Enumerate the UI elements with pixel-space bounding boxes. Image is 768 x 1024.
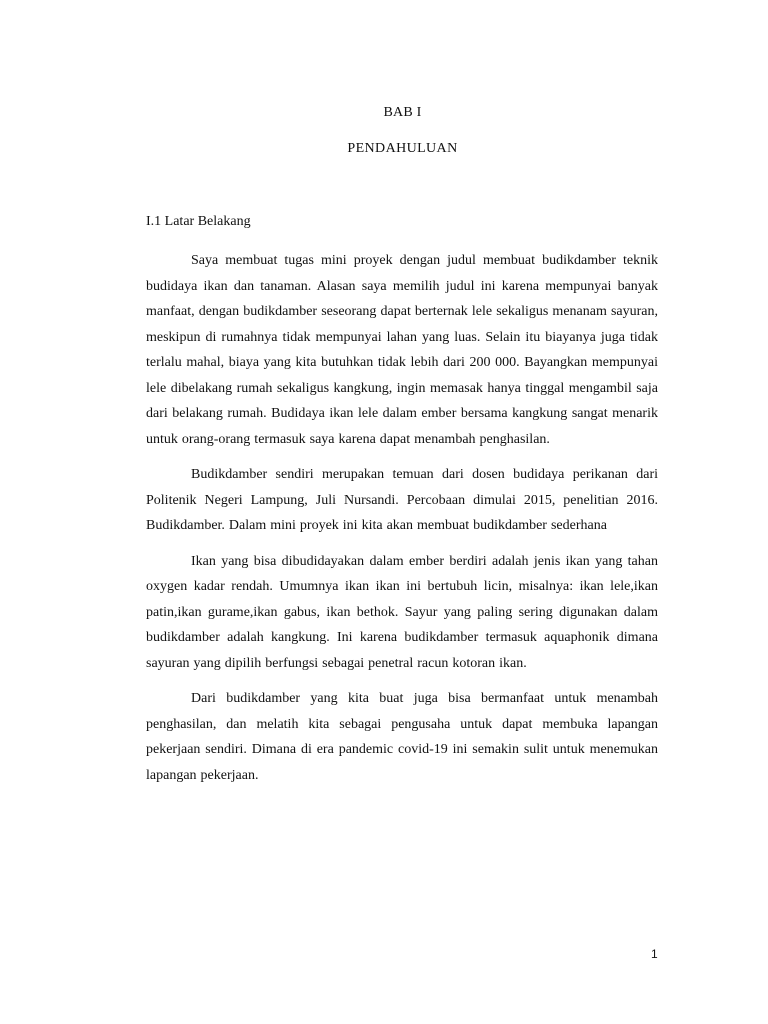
paragraph: Budikdamber sendiri merupakan temuan dari dosen budidaya perikanan dari Politenik Negeri Lampung, Juli Nursandi. Percobaan dimulai 2015, penelitian 2016. Budikdamber. Dalam mini proyek ini kita akan membuat budikdamber sederhana xyxy=(146,467,658,533)
paragraph: Ikan yang bisa dibudidayakan dalam ember berdiri adalah jenis ikan yang tahan oxygen kadar rendah. Umumnya ikan ikan ini bertubuh licin, misalnya: ikan lele,ikan patin,ikan gurame,ikan gabus, ikan bethok. Sayur yang paling sering digunakan dalam budikdamber adalah kangkung. Ini karena budikdamber termasuk aquaphonik dimana sayuran yang dipilih berfungsi sebagai penetral racun kotoran ikan. xyxy=(146,553,658,671)
chapter-title: PENDAHULUAN xyxy=(347,141,458,156)
paragraph: Dari budikdamber yang kita buat juga bisa bermanfaat untuk menambah penghasilan, dan melatih kita sebagai pengusaha untuk dapat membuka lapangan pekerjaan sendiri. Dimana di era pandemic covid-19 ini semakin sulit untuk menemukan lapangan pekerjaan. xyxy=(146,691,658,783)
body-text xyxy=(146,248,658,798)
page-number: 1 xyxy=(651,947,658,961)
section-heading: I.1 Latar Belakang xyxy=(146,214,251,229)
paragraph: Saya membuat tugas mini proyek dengan judul membuat budikdamber teknik budidaya ikan dan tanaman. Alasan saya memilih judul ini karena mempunyai banyak manfaat, dengan budikdamber seseorang dapat berternak lele sekaligus menanam sayuran, meskipun di rumahnya tidak mempunyai lahan yang luas. Selain itu biayanya juga tidak terlalu mahal, biaya yang kita butuhkan tidak lebih dari 200 000. Bayangkan mempunyai lele dibelakang rumah sekaligus kangkung, ingin memasak hanya tinggal mengambil saja dari belakang rumah. Budidaya ikan lele dalam ember bersama kangkung sangat menarik untuk orang-orang termasuk saya karena dapat menambah penghasilan. xyxy=(146,253,658,447)
chapter-label: BAB I xyxy=(383,105,422,120)
